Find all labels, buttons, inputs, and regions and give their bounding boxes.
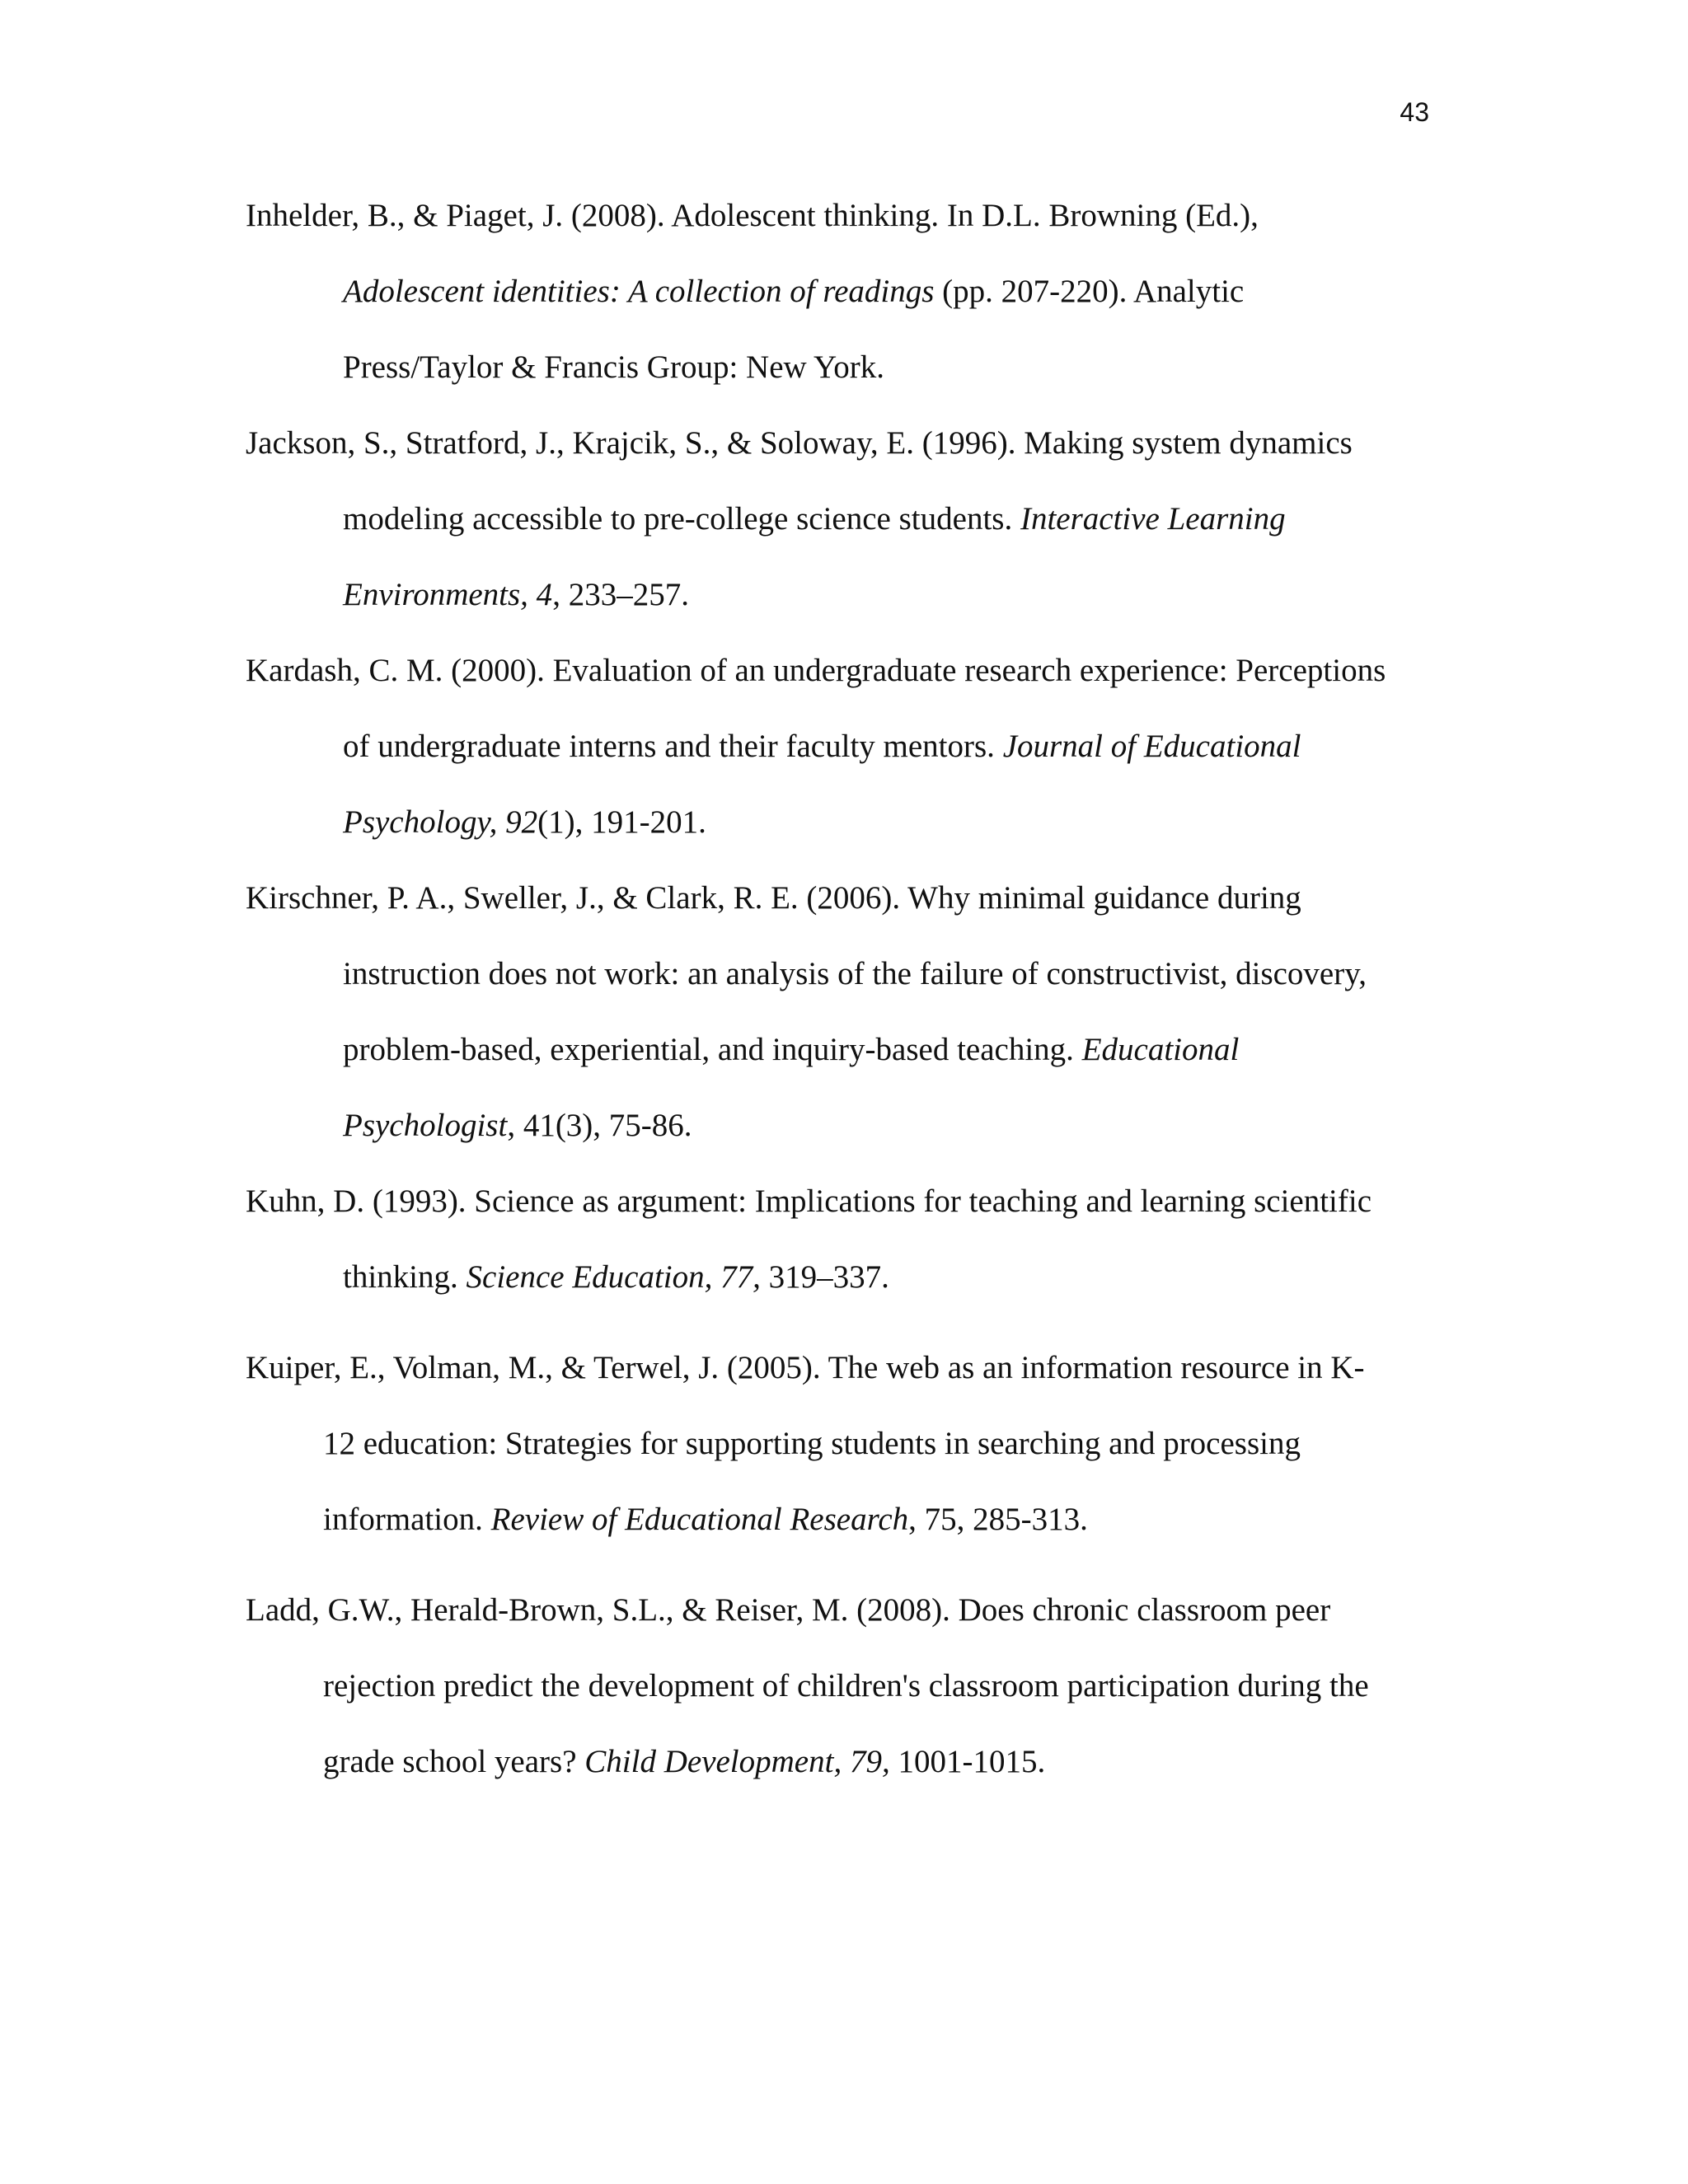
reference-source-title: Review of Educational Research: [490, 1502, 909, 1537]
reference-source-title: Interactive Learning: [1020, 501, 1286, 537]
reference-text: Kirschner, P. A., Sweller, J., & Clark, R. E. (2006). Why minimal guidance during: [246, 880, 1301, 916]
reference-line: [246, 199, 1259, 232]
reference-line: [343, 275, 1244, 307]
reference-source-title: Psychology, 92: [343, 804, 538, 840]
reference-text: Kuiper, E., Volman, M., & Terwel, J. (2005). The web as an information resource in K-: [246, 1350, 1365, 1385]
reference-source-title: Journal of Educational: [1002, 729, 1301, 764]
reference-text: Inhelder, B., & Piaget, J. (2008). Adolescent thinking. In D.L. Browning (Ed.),: [246, 198, 1259, 233]
reference-text: 1001-1015.: [889, 1744, 1046, 1779]
reference-text: modeling accessible to pre-college science students.: [343, 501, 1020, 537]
reference-text: (pp. 207-220). Analytic: [934, 274, 1245, 309]
reference-source-title: Psychologist: [343, 1108, 508, 1143]
reference-text: 12 education: Strategies for supporting students in searching and processing: [323, 1426, 1301, 1461]
reference-line: [343, 806, 706, 838]
reference-text: , 233–257.: [552, 577, 689, 612]
reference-text: instruction does not work: an analysis of the failure of constructivist, discovery,: [343, 956, 1367, 991]
reference-line: [246, 427, 1353, 459]
reference-line: [246, 1352, 1365, 1384]
reference-source-title: Educational: [1081, 1032, 1240, 1067]
reference-text: rejection predict the development of children's classroom participation during the: [323, 1668, 1369, 1704]
reference-source-title: Science Education, 77,: [466, 1259, 761, 1295]
reference-line: [246, 1185, 1372, 1217]
reference-line: [343, 1033, 1239, 1066]
reference-line: [343, 579, 689, 611]
reference-line: [323, 1670, 1369, 1702]
reference-line: [246, 654, 1386, 687]
reference-source-title: Environments, 4: [343, 577, 553, 612]
reference-text: Jackson, S., Stratford, J., Krajcik, S., & Soloway, E. (1996). Making system dynamics: [246, 425, 1353, 461]
reference-line: [343, 351, 884, 383]
reference-line: [323, 1503, 1088, 1535]
reference-line: [323, 1746, 1045, 1778]
reference-text: (1), 191-201.: [537, 804, 706, 840]
reference-line: [343, 503, 1286, 535]
reference-text: thinking.: [343, 1259, 467, 1295]
page-number: 43: [1400, 97, 1429, 127]
reference-text: Ladd, G.W., Herald-Brown, S.L., & Reiser, M. (2008). Does chronic classroom peer: [246, 1592, 1331, 1628]
reference-text: , 41(3), 75-86.: [507, 1108, 692, 1143]
reference-line: [246, 882, 1301, 914]
reference-text: Kardash, C. M. (2000). Evaluation of an undergraduate research experience: Perceptions: [246, 653, 1386, 688]
reference-line: [323, 1427, 1301, 1460]
reference-line: [246, 1594, 1330, 1626]
reference-source-title: Adolescent identities: A collection of readings: [343, 274, 935, 309]
reference-text: of undergraduate interns and their faculty mentors.: [343, 729, 1003, 764]
reference-source-title: Child Development, 79,: [584, 1744, 890, 1779]
reference-line: [343, 1261, 889, 1293]
reference-text: Press/Taylor & Francis Group: New York.: [343, 349, 884, 385]
reference-text: 319–337.: [760, 1259, 889, 1295]
reference-text: information.: [323, 1502, 491, 1537]
reference-text: , 75, 285-313.: [908, 1502, 1088, 1537]
reference-text: grade school years?: [323, 1744, 585, 1779]
reference-line: [343, 958, 1367, 990]
reference-text: problem-based, experiential, and inquiry-based teaching.: [343, 1032, 1082, 1067]
reference-text: Kuhn, D. (1993). Science as argument: Implications for teaching and learning scientific: [246, 1183, 1372, 1219]
reference-line: [343, 730, 1301, 762]
reference-line: [343, 1109, 692, 1141]
